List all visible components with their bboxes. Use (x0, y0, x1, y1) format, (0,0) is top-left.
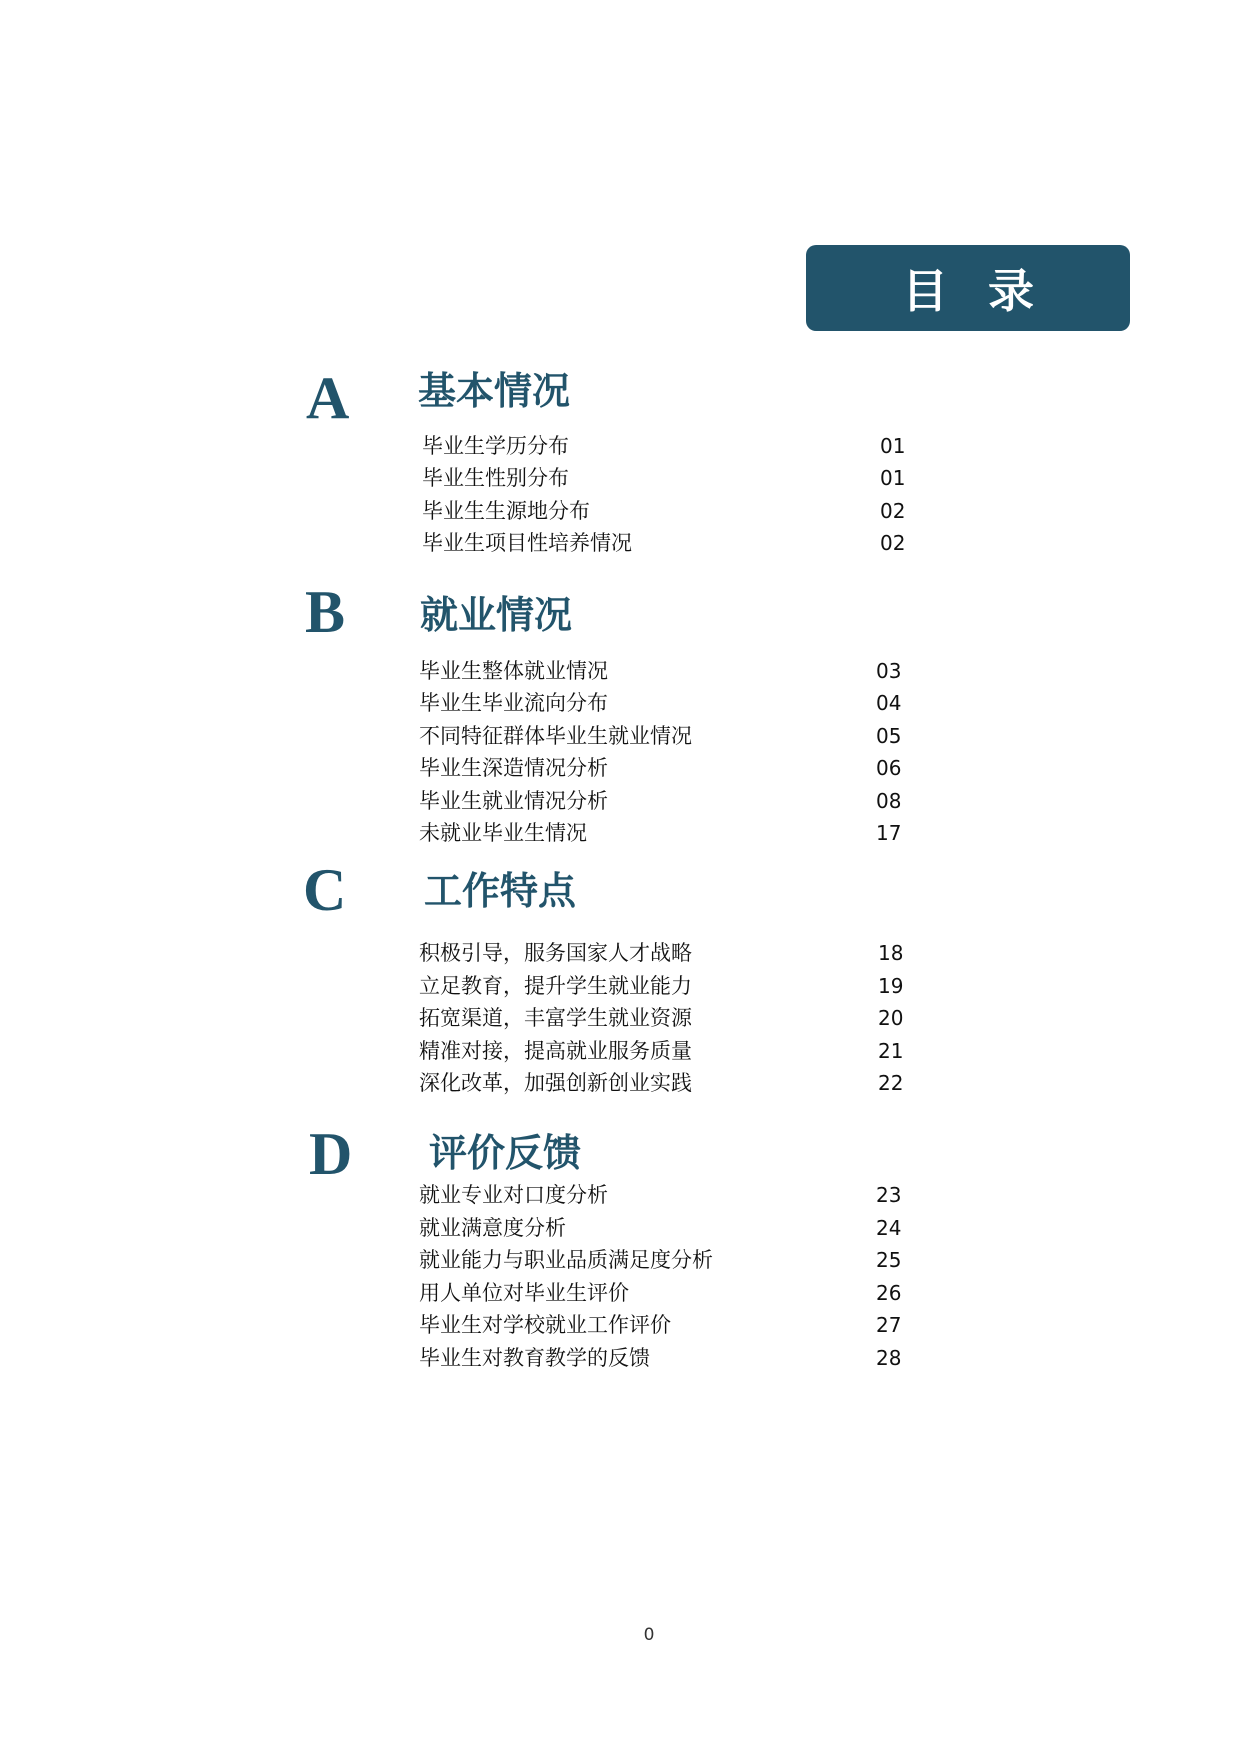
toc-entry-page: 24 (876, 1216, 902, 1240)
toc-entry[interactable] (419, 1002, 692, 1032)
toc-entry-page: 21 (878, 1039, 904, 1063)
toc-entry-page: 06 (876, 756, 902, 780)
toc-entry-page: 18 (878, 941, 904, 965)
toc-header (806, 245, 1130, 331)
toc-entry-label: 不同特征群体毕业生就业情况 (419, 724, 692, 748)
section-title: 基本情况 (418, 368, 571, 413)
section-title: 评价反馈 (429, 1130, 582, 1175)
toc-entry-label: 立足教育，提升学生就业能力 (419, 974, 692, 998)
toc-entry-label: 深化改革，加强创新创业实践 (419, 1071, 692, 1095)
toc-entry-page: 05 (876, 724, 902, 748)
toc-entry[interactable] (419, 1067, 692, 1097)
toc-entry[interactable] (419, 937, 692, 967)
toc-entry-label: 积极引导，服务国家人才战略 (419, 941, 692, 965)
toc-entry-page: 22 (878, 1071, 904, 1095)
toc-entry[interactable] (419, 1342, 650, 1372)
toc-entry[interactable] (419, 1244, 713, 1274)
toc-entry[interactable] (419, 970, 692, 1000)
toc-entry[interactable] (422, 430, 569, 460)
toc-entry-page: 17 (876, 821, 902, 845)
toc-entry-page: 04 (876, 691, 902, 715)
page-number: 0 (643, 1625, 655, 1645)
toc-entry-page: 19 (878, 974, 904, 998)
toc-entry-label: 就业满意度分析 (419, 1216, 566, 1240)
toc-entry-label: 毕业生性别分布 (422, 466, 569, 490)
toc-entry-page: 02 (880, 499, 906, 523)
toc-entry-label: 用人单位对毕业生评价 (419, 1281, 629, 1305)
toc-entry[interactable] (419, 752, 608, 782)
toc-entry-label: 毕业生对教育教学的反馈 (419, 1346, 650, 1370)
toc-entry[interactable] (422, 462, 569, 492)
toc-entry-label: 就业能力与职业品质满足度分析 (419, 1248, 713, 1272)
toc-entry[interactable] (419, 1309, 671, 1339)
toc-entry-page: 03 (876, 659, 902, 683)
toc-entry-page: 23 (876, 1183, 902, 1207)
toc-entry[interactable] (419, 655, 608, 685)
toc-entry-label: 毕业生学历分布 (422, 434, 569, 458)
toc-entry[interactable] (419, 1212, 566, 1242)
toc-entry[interactable] (419, 1277, 629, 1307)
toc-entry-page: 02 (880, 531, 906, 555)
toc-entry-page: 26 (876, 1281, 902, 1305)
section-letter: D (309, 1121, 353, 1187)
toc-entry-label: 毕业生毕业流向分布 (419, 691, 608, 715)
toc-entry-label: 就业专业对口度分析 (419, 1183, 608, 1207)
toc-entry-label: 毕业生深造情况分析 (419, 756, 608, 780)
toc-entry-label: 毕业生就业情况分析 (419, 789, 608, 813)
toc-entry-page: 25 (876, 1248, 902, 1272)
toc-entry[interactable] (419, 1179, 608, 1209)
toc-entry[interactable] (422, 527, 632, 557)
toc-entry[interactable] (419, 817, 587, 847)
section-letter: C (303, 857, 347, 923)
section-title: 就业情况 (420, 592, 573, 637)
toc-entry-page: 27 (876, 1313, 902, 1337)
toc-entry-page: 08 (876, 789, 902, 813)
toc-entry[interactable] (419, 785, 608, 815)
toc-entry-page: 01 (880, 466, 906, 490)
section-letter: A (306, 365, 350, 431)
toc-entry-label: 毕业生对学校就业工作评价 (419, 1313, 671, 1337)
toc-entry-label: 未就业毕业生情况 (419, 821, 587, 845)
toc-entry-label: 拓宽渠道，丰富学生就业资源 (419, 1006, 692, 1030)
toc-entry[interactable] (419, 687, 608, 717)
toc-entry[interactable] (419, 720, 692, 750)
toc-entry-label: 毕业生项目性培养情况 (422, 531, 632, 555)
toc-entry-page: 01 (880, 434, 906, 458)
toc-entry-page: 20 (878, 1006, 904, 1030)
toc-entry[interactable] (422, 495, 590, 525)
toc-title: 目录 (902, 264, 1074, 318)
section-letter: B (305, 579, 346, 645)
toc-entry-label: 精准对接，提高就业服务质量 (419, 1039, 692, 1063)
toc-entry[interactable] (419, 1035, 692, 1065)
section-title: 工作特点 (424, 868, 577, 913)
toc-entry-label: 毕业生整体就业情况 (419, 659, 608, 683)
toc-entry-page: 28 (876, 1346, 902, 1370)
toc-entry-label: 毕业生生源地分布 (422, 499, 590, 523)
